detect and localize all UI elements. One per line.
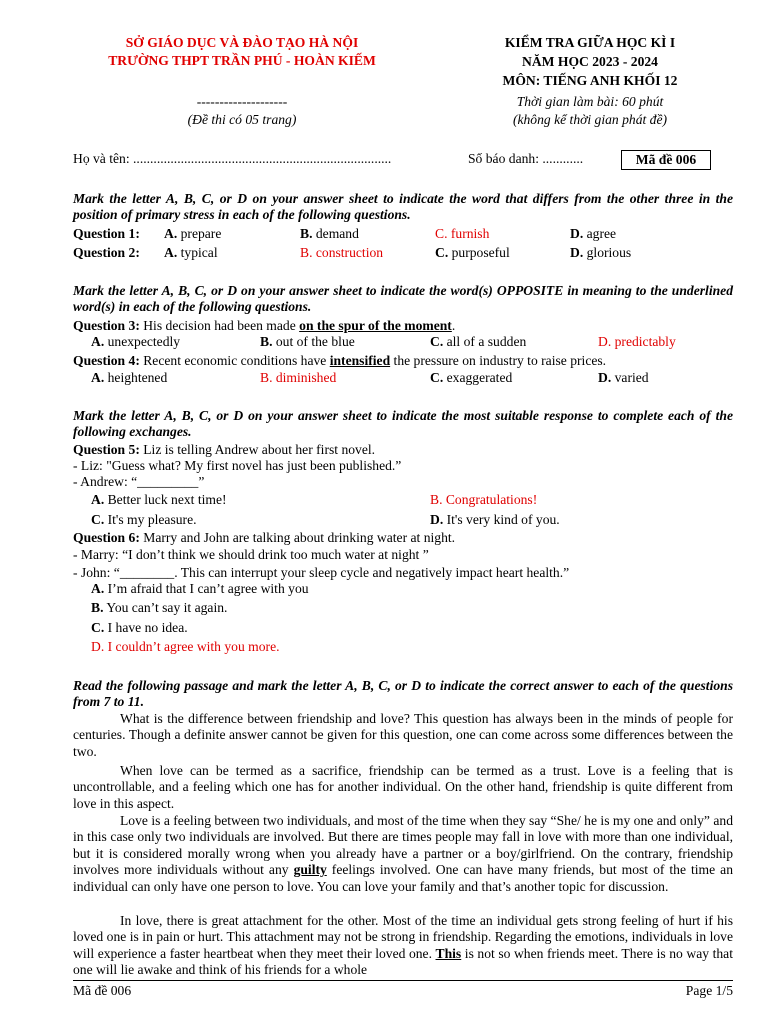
time-limit: Thời gian làm bài: 60 phút	[516, 94, 664, 109]
q5-option-a: A. Better luck next time!	[91, 492, 227, 507]
q3-option-a: A. unexpectedly	[91, 334, 181, 349]
q5-stem: Question 5: Liz is telling Andrew about her first novel.	[73, 442, 376, 457]
footer-page-number: Page 1/5	[685, 983, 733, 998]
q1-option-d: D. agree	[570, 226, 617, 241]
q2-option-d: D. glorious	[570, 245, 632, 260]
q4-stem: Question 4: Recent economic conditions have intensified the pressure on industry to raise prices.	[73, 353, 607, 368]
q2-option-a: A. typical	[164, 245, 218, 260]
q6-option-d-answer: D. I couldn’t agree with you more.	[91, 639, 280, 654]
section2-instruction: Mark the letter A, B, C, or D on your answer sheet to indicate the word(s) OPPOSITE in meaning to the underlined word(s) in each of the following questions.	[73, 283, 733, 314]
footer-exam-code: Mã đề 006	[73, 983, 132, 998]
q6-option-b: B. You can’t say it again.	[91, 600, 228, 615]
q4-option-a: A. heightened	[91, 370, 168, 385]
section4-instruction: Read the following passage and mark the letter A, B, C, or D to indicate the correct answer to each of the questions from 7 to 11.	[73, 678, 733, 709]
school-year: NĂM HỌC 2023 - 2024	[522, 54, 658, 69]
exam-code-box: Mã đề 006	[621, 150, 711, 170]
q6-stem: Question 6: Marry and John are talking about drinking water at night.	[73, 530, 456, 545]
time-note: (không kể thời gian phát đề)	[512, 112, 668, 127]
q4-option-b-answer: B. diminished	[260, 370, 337, 385]
q6-line-john: - John: “________. This can interrupt your sleep cycle and negatively impact heart health.”	[73, 565, 570, 580]
q1-option-c-answer: C. furnish	[435, 226, 490, 241]
q5-option-d: D. It's very kind of you.	[430, 512, 560, 527]
q5-option-b-answer: B. Congratulations!	[430, 492, 538, 507]
section1-instruction: Mark the letter A, B, C, or D on your answer sheet to indicate the word that differs from the other three in the position of primary stress in each of the following questions.	[73, 191, 733, 222]
footer-rule	[73, 980, 733, 981]
q6-option-c: C. I have no idea.	[91, 620, 188, 635]
q1-option-a: A. prepare	[164, 226, 222, 241]
q4-option-d: D. varied	[598, 370, 649, 385]
q1-label: Question 1:	[73, 226, 140, 241]
q3-option-b: B. out of the blue	[260, 334, 355, 349]
passage-paragraph-4: In love, there is great attachment for the other. Most of the time an individual gets strong feeling of hurt if his loved one is in pain or hurt. This attachment may not be strong in friendship. Regarding the emotions, individuals in love will experience a faster heartbeat when they meet their loved one. This is not so when friends meet. There is no way that one will lie awake and think of his friends for a whole	[73, 913, 733, 978]
student-id-field: Số báo danh: ............	[468, 151, 584, 166]
student-name-field: Họ và tên: ............................................................................	[73, 151, 392, 166]
q2-label: Question 2:	[73, 245, 140, 260]
subject: MÔN: TIẾNG ANH KHỐI 12	[502, 73, 678, 88]
q4-option-c: C. exaggerated	[430, 370, 513, 385]
q2-option-b-answer: B. construction	[300, 245, 384, 260]
pages-note: (Đề thi có 05 trang)	[187, 112, 297, 127]
q6-line-marry: - Marry: “I don’t think we should drink too much water at night ”	[73, 547, 429, 562]
section3-instruction: Mark the letter A, B, C, or D on your answer sheet to indicate the most suitable response to complete each of the following exchanges.	[73, 408, 733, 439]
q3-option-d-answer: D. predictably	[598, 334, 676, 349]
q5-line-liz: - Liz: "Guess what? My first novel has just been published.”	[73, 458, 402, 473]
passage-paragraph-3: Love is a feeling between two individuals, and most of the time when they say “She/ he is my one and only” and in this case only two individuals are involved. But there are times people may fall in love with more than one individual, but it is considered morally wrong when you already have a partner or a boy/girlfriend. On the contrary, friendship involves more individuals without any guilty feelings involved. One can have many friends, but most of the time an individual can only have one person to love. You can love your family and that’s another topic for discussion.	[73, 813, 733, 894]
dept-name: SỞ GIÁO DỤC VÀ ĐÀO TẠO HÀ NỘI	[125, 35, 359, 50]
header-dashes: --------------------	[196, 94, 288, 109]
q1-option-b: B. demand	[300, 226, 359, 241]
q2-option-c: C. purposeful	[435, 245, 510, 260]
passage-paragraph-1: What is the difference between friendship and love? This question has always been in the minds of people for centuries. Though a definite answer cannot be given for this question, one can come across some differences between the two.	[73, 711, 733, 759]
q3-stem: Question 3: His decision had been made on the spur of the moment.	[73, 318, 456, 333]
q5-line-andrew: - Andrew: “_________”	[73, 474, 205, 489]
q3-option-c: C. all of a sudden	[430, 334, 527, 349]
passage-paragraph-2: When love can be termed as a sacrifice, friendship can be termed as a trust. Love is a feeling that is uncontrollable, and a feeling which one has for another individual. On the other hand, friendship is quite different from love in this aspect.	[73, 763, 733, 811]
q5-option-c: C. It's my pleasure.	[91, 512, 197, 527]
exam-title: KIỂM TRA GIỮA HỌC KÌ I	[504, 35, 676, 50]
school-name: TRƯỜNG THPT TRẦN PHÚ - HOÀN KIẾM	[108, 53, 376, 68]
q6-option-a: A. I’m afraid that I can’t agree with you	[91, 581, 309, 596]
